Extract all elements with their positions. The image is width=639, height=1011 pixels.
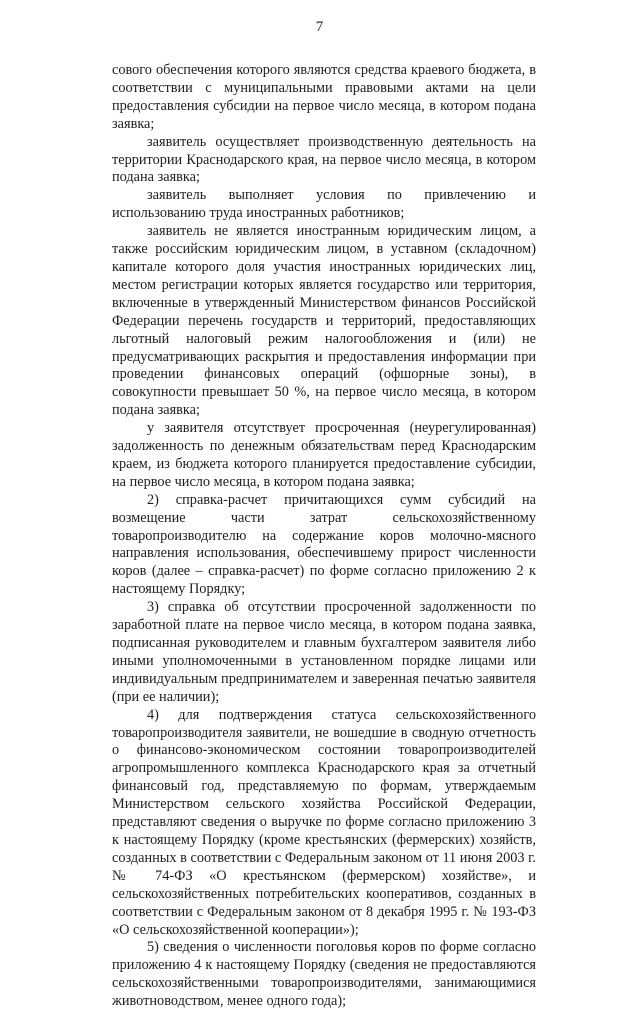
paragraph-no-overdue-debt: у заявителя отсутствует просроченная (неурегулированная) задолженность по денежным обязательствам перед Краснодарским краем, из бюджета которого планируется предоставление субсидии, на первое число месяца, в котором подана заявка; [112,420,536,490]
paragraph-item-2-calculation: 2) справка-расчет причитающихся сумм субсидий на возмещение части затрат сельскохозяйственному товаропроизводителю на содержание коров молочно-мясного направления использования, обеспечившему прирост численности коров (далее – справка-расчет) по форме согласно приложению 2 к настоящему Порядку; [112,491,536,598]
paragraph-item-4-producer-status: 4) для подтверждения статуса сельскохозяйственного товаропроизводителя заявители, не вошедшие в сводную отчетность о финансово-экономическом состоянии товаропроизводителей агропромышленного комплекса Краснодарского края за отчетный финансовый год, представляемую по формам, утверждаемым Министерством сельского хозяйства Российской Федерации, представляют сведения о выручке по форме согласно приложению 3 к настоящему Порядку (кроме крестьянских (фермерских) хозяйств, созданных в соответствии с Федеральным законом от 11 июня 2003 г. № 74-ФЗ «О крестьянском (фермерском) хозяйстве», и сельскохозяйственных потребительских кооперативов, созданных в соответствии с Федеральным законом от 8 декабря 1995 г. № 193-ФЗ «О сельскохозяйственной кооперации»); [112,706,536,938]
paragraph-item-5-cow-count: 5) сведения о численности поголовья коров по форме согласно приложению 4 к настоящему Порядку (сведения не предоставляются сельскохозяйственными товаропроизводителями, занимающимися животноводством, менее одного года); [112,939,536,1010]
page-number: 7 [315,19,324,35]
paragraph-continuation: сового обеспечения которого являются средства краевого бюджета, в соответствии с муниципальными правовыми актами на цели предоставления субсидии на первое число месяца, в котором подана заявка; [112,62,536,132]
document-body [112,62,536,1011]
paragraph-item-3-salary-debt: 3) справка об отсутствии просроченной задолженности по заработной плате на первое число месяца, в котором подана заявка, подписанная руководителем и главным бухгалтером заявителя либо иными уполномоченными в установленном порядке лицами или индивидуальным предпринимателем и заверенная печатью заявителя (при ее наличии); [112,599,536,705]
paragraph-foreign-workers: заявитель выполняет условия по привлечению и использованию труда иностранных работников; [112,187,536,222]
paragraph-not-foreign-entity: заявитель не является иностранным юридическим лицом, а также российским юридическим лицом, в уставном (складочном) капитале которого доля участия иностранных юридических лиц, местом регистрации которых является государство или территория, включенные в утвержденный Министерством финансов Российской Федерации перечень государств и территорий, предоставляющих льготный налоговый режим налогообложения и (или) не предусматривающих раскрытия и предоставления информации при проведении финансовых операций (офшорные зоны), в совокупности превышает 50 %, на первое число месяца, в котором подана заявка; [112,223,536,419]
paragraph-territory-activity: заявитель осуществляет производственную деятельность на территории Краснодарского края, на первое число месяца, в котором подана заявка; [112,133,536,186]
